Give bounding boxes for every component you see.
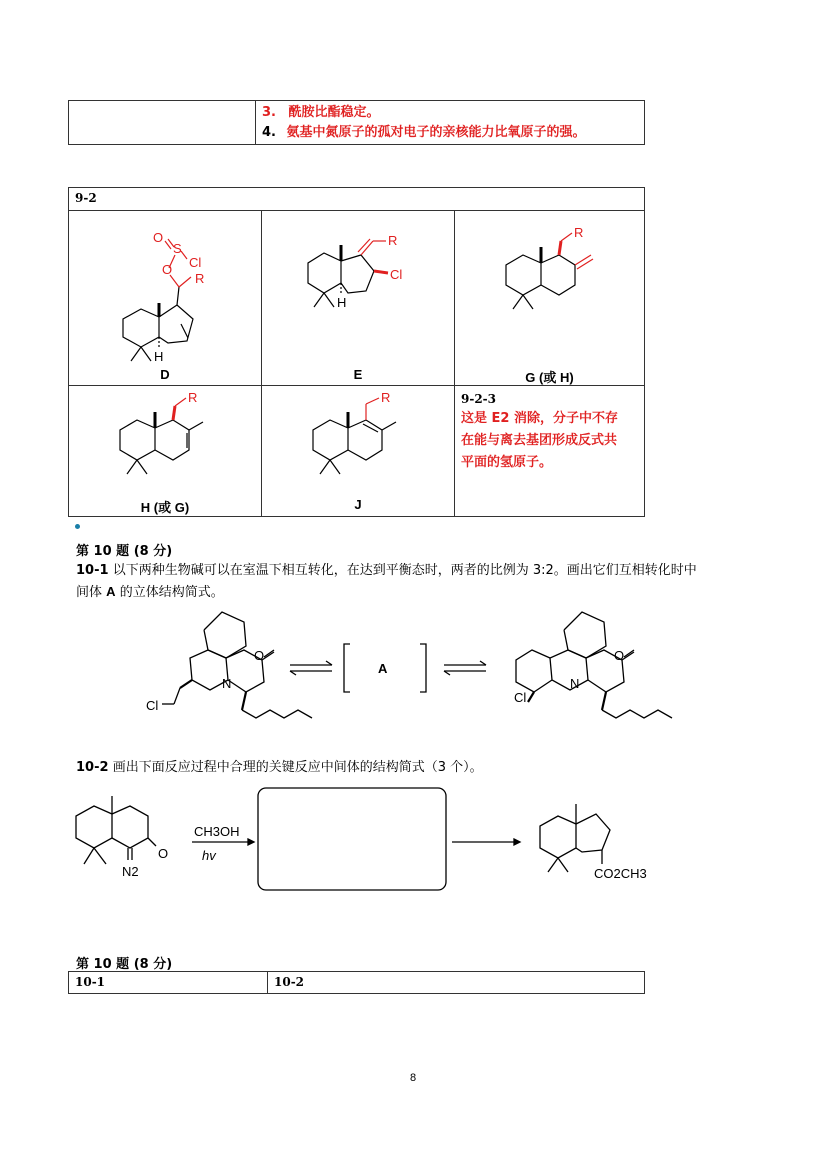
q10-title: 第 10 题 (76, 544, 130, 559)
q10-1-text (76, 560, 766, 603)
G-r-label: R (574, 225, 584, 240)
answer-923-cell (455, 386, 645, 517)
scheme1-right-O: O (614, 648, 625, 663)
scheme1-left-Cl: Cl (146, 698, 159, 713)
item3-text: 酰胺比酯稳定。 (288, 105, 380, 120)
label-H: H (或 G) (140, 500, 190, 515)
D-chlorine-label: Cl (189, 255, 202, 270)
label-G: G (或 H) (525, 370, 574, 385)
E-r-label: R (388, 233, 398, 248)
D-h-label: H (154, 349, 164, 364)
scheme2-N2: N2 (122, 864, 139, 879)
scheme1-left-O: O (254, 648, 265, 663)
D-sulfur-label: S (173, 241, 182, 256)
structure-D-cell (69, 211, 262, 386)
page-number: 8 (409, 1072, 417, 1084)
D-oxygen-label: O (153, 230, 164, 245)
q10-2-question: 画出下面反应过程中合理的关键反应中间体的结构简式（3 个）。 (112, 760, 483, 775)
scheme2-ester: CO2CH3 (594, 866, 647, 881)
label-J: J (354, 497, 362, 512)
q10-1-line2-prefix: 间体 (76, 585, 103, 600)
structure-E (262, 211, 454, 386)
bullet-dot (75, 524, 80, 529)
answer-col1-label: 10-1 (75, 975, 106, 989)
answer-923-line1: 这是 E2 消除，分子中不存 (461, 411, 618, 426)
answer-table (68, 971, 645, 994)
q10-2-text (76, 757, 766, 778)
section-92-header-text: 9-2 (75, 191, 97, 205)
answer-923-line3: 平面的氢原子。 (461, 455, 553, 470)
E-chlorine-label: Cl (390, 267, 403, 282)
scheme1-intermediate-A: A (378, 661, 388, 676)
section-92-header (69, 188, 645, 211)
answer-col2-label: 10-2 (274, 975, 305, 989)
answer-table-heading (76, 953, 172, 972)
D-r-label: R (195, 271, 205, 286)
scheme1-right-N: N (570, 676, 580, 691)
answer-table-title: 第 10 题 (76, 957, 130, 972)
scheme2-reagent-ch3oh: CH3OH (194, 824, 240, 839)
item3-num: 3. (262, 105, 276, 120)
top-answer-table (68, 100, 645, 145)
scheme1-left-N: N (222, 676, 232, 691)
section-92-table (68, 187, 645, 517)
D-oxygen2-label: O (162, 262, 173, 277)
structure-E-cell (262, 211, 455, 386)
q10-2-label: 10-2 (76, 760, 109, 775)
J-r-label: R (381, 390, 391, 405)
scheme-10-1 (140, 606, 685, 730)
structure-G (455, 211, 647, 386)
q10-1-line2-suffix: 的立体结构简式。 (119, 585, 224, 600)
q10-heading (76, 540, 172, 559)
top-table-empty-cell (69, 101, 256, 145)
E-h-label: H (337, 295, 347, 310)
q10-1-label: 10-1 (76, 563, 109, 578)
structure-D (69, 211, 261, 386)
label-E: E (353, 367, 363, 382)
scheme-10-2 (68, 784, 658, 896)
top-table-text-cell (256, 101, 645, 145)
answer-923-line2: 在能与离去基团形成反式共 (461, 433, 618, 448)
scheme2-O: O (158, 846, 169, 861)
scheme1-right-Cl: Cl (514, 690, 527, 705)
label-D: D (160, 367, 170, 382)
structure-H-cell (69, 386, 262, 517)
H-r-label: R (188, 390, 198, 405)
answer-col-10-1 (69, 972, 268, 994)
item4-text: 氨基中氮原子的孤对电子的亲核能力比氧原子的强。 (286, 125, 586, 140)
answer-923-title: 9-2-3 (461, 392, 497, 406)
answer-col-10-2 (268, 972, 645, 994)
q10-1-line1: 以下两种生物碱可以在室温下相互转化，在达到平衡态时，两者的比例为 3:2。画出它们互相转化时中 (112, 563, 697, 578)
q10-1-A: A (106, 584, 116, 599)
q10-score: (8 分) (133, 544, 173, 559)
structure-G-cell (455, 211, 645, 386)
answer-table-score: (8 分) (133, 957, 173, 972)
item4-num: 4. (262, 125, 276, 140)
structure-J-cell (262, 386, 455, 517)
scheme2-reagent-hv: hv (202, 848, 216, 863)
